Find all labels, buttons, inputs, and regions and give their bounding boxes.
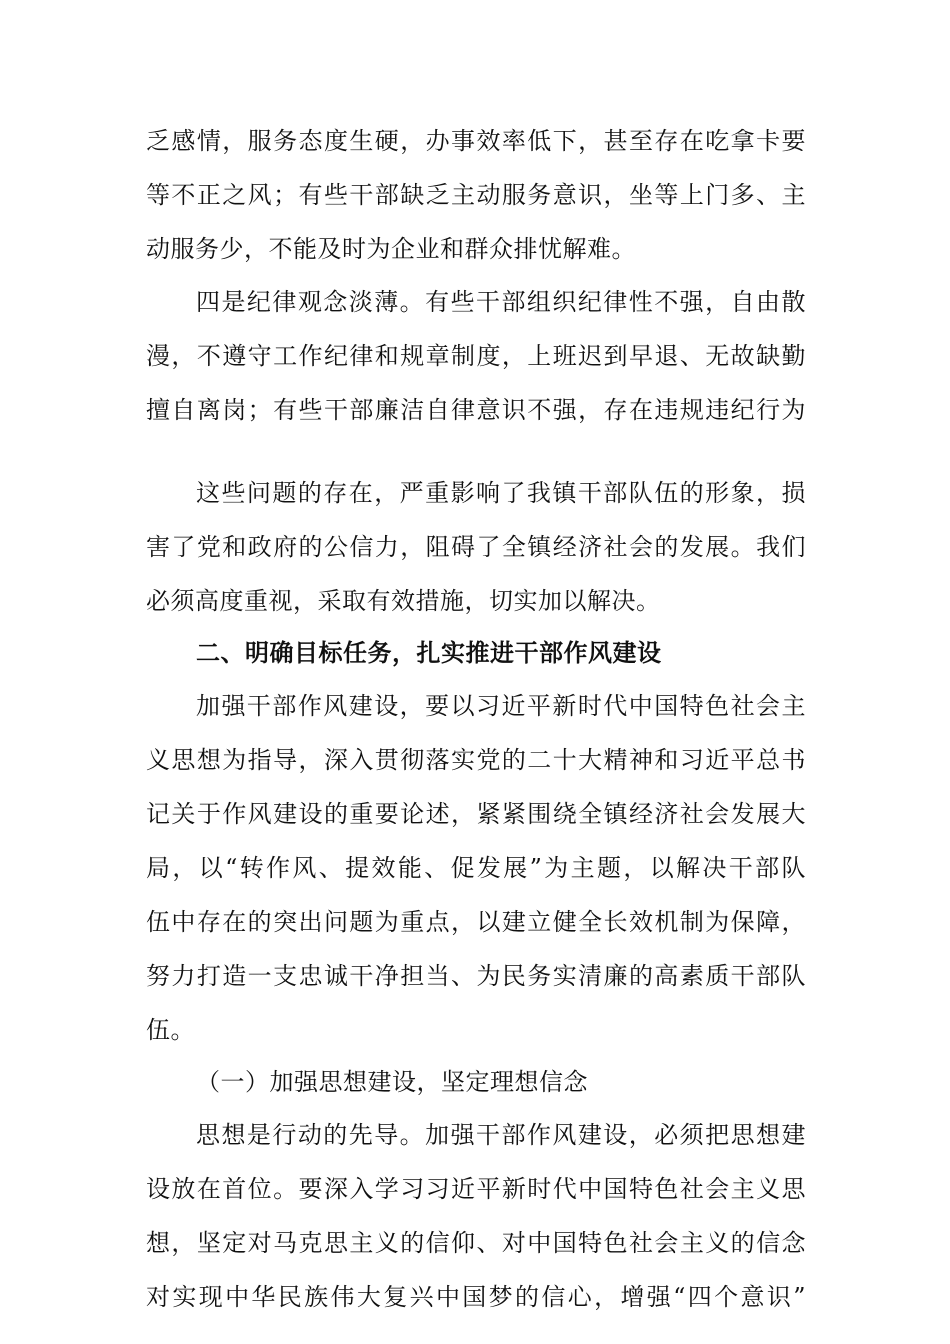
paragraph-line: 伍。 [146,1016,195,1044]
paragraph-line: 漫，不遵守工作纪律和规章制度，上班迟到早退、无故缺勤 [146,342,806,370]
paragraph-line: 思想是行动的先导。加强干部作风建设，必须把思想建 [196,1121,806,1149]
paragraph-line: 努力打造一支忠诚干净担当、为民务实清廉的高素质干部队 [146,962,806,990]
paragraph-line: 局，以“转作风、提效能、促发展”为主题，以解决干部队 [146,854,806,882]
paragraph-line: 等不正之风；有些干部缺乏主动服务意识，坐等上门多、主 [146,181,806,209]
paragraph-line: 记关于作风建设的重要论述，紧紧围绕全镇经济社会发展大 [146,800,806,828]
paragraph-line: 义思想为指导，深入贯彻落实党的二十大精神和习近平总书 [146,746,806,774]
section-heading: 二、明确目标任务，扎实推进干部作风建设 [196,639,662,667]
paragraph-line: 四是纪律观念淡薄。有些干部组织纪律性不强，自由散 [196,288,806,316]
paragraph-line: 加强干部作风建设，要以习近平新时代中国特色社会主 [196,692,806,720]
paragraph-line: 想，坚定对马克思主义的信仰、对中国特色社会主义的信念 [146,1229,806,1257]
paragraph-line: 设放在首位。要深入学习习近平新时代中国特色社会主义思 [146,1175,806,1203]
paragraph-line: 伍中存在的突出问题为重点，以建立健全长效机制为保障， [146,908,806,936]
paragraph-line: 乏感情，服务态度生硬，办事效率低下，甚至存在吃拿卡要 [146,127,806,155]
paragraph-line: 这些问题的存在，严重影响了我镇干部队伍的形象，损 [196,479,806,507]
paragraph-line: 必须高度重视，采取有效措施，切实加以解决。 [146,587,661,615]
paragraph-line: 动服务少，不能及时为企业和群众排忧解难。 [146,235,636,263]
subsection-heading: （一）加强思想建设，坚定理想信念 [196,1068,588,1096]
paragraph-line: 对实现中华民族伟大复兴中国梦的信心，增强“四个意识” [146,1283,806,1311]
paragraph-line: 害了党和政府的公信力，阻碍了全镇经济社会的发展。我们 [146,533,806,561]
paragraph-line: 擅自离岗；有些干部廉洁自律意识不强，存在违规违纪行为 [146,396,806,424]
